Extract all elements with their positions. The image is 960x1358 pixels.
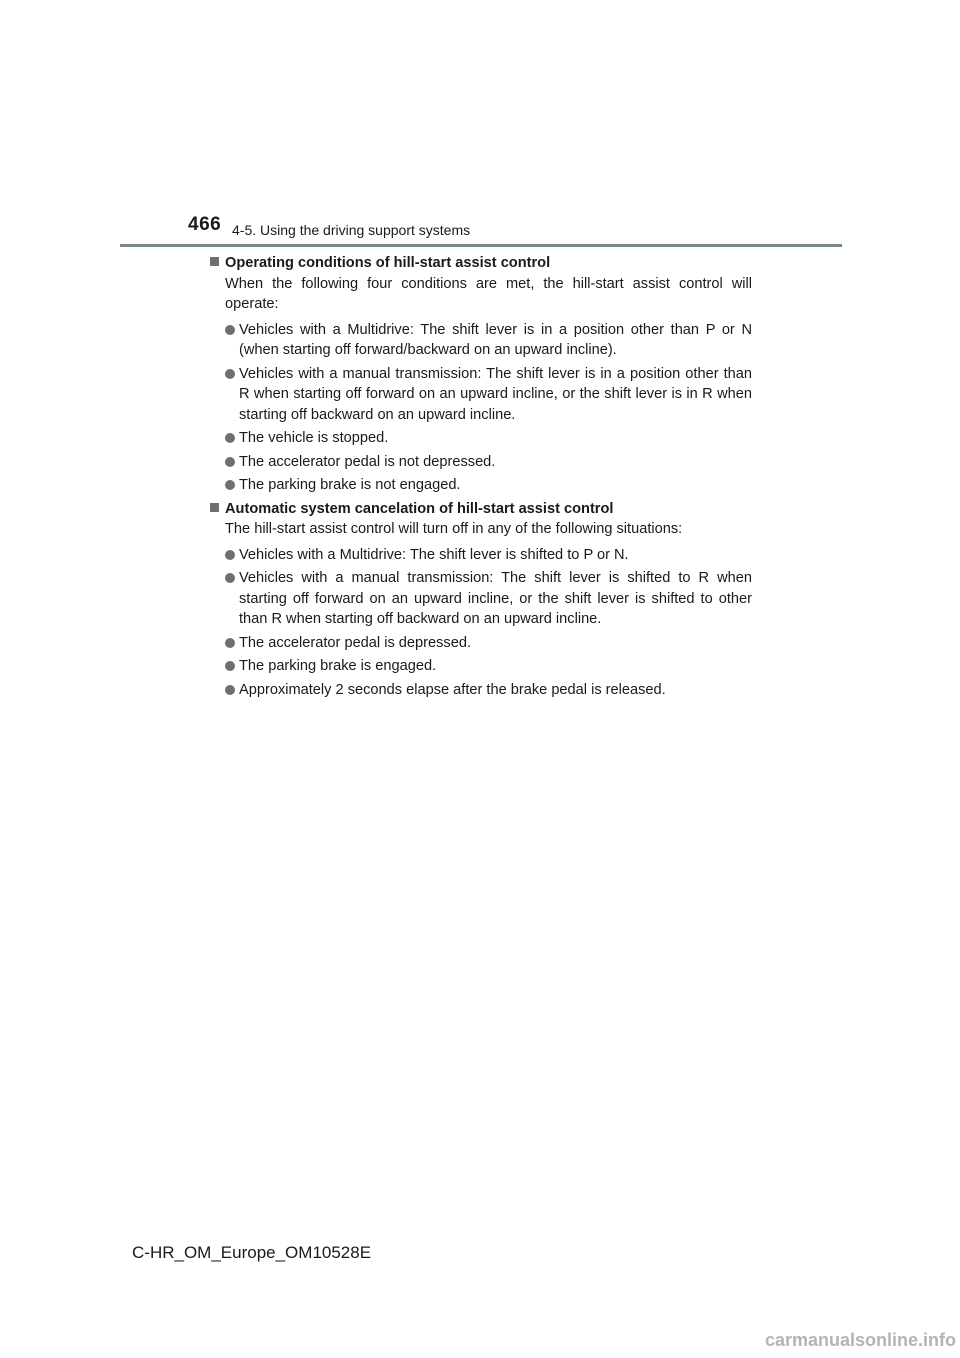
list-item [225,364,752,426]
list-item-text: Vehicles with a manual transmission: The shift lever is shifted to R when starting off forward on an upward incline, or the shift lever is shifted to other than R when starting off backward on an upward incline. [239,570,752,627]
list-item-text: Vehicles with a manual transmission: The shift lever is in a position other than R when starting off forward on an upward incline, or the shift lever is in R when starting off backward on an upward incline. [239,365,752,423]
list-item [225,475,752,496]
section-intro: The hill-start assist control will turn off in any of the following situations: [225,521,683,537]
section-operating-conditions [210,253,752,496]
list-item-text: The parking brake is not engaged. [239,477,461,493]
list-item-text: The vehicle is stopped. [239,430,389,446]
list-item [225,428,752,449]
circle-bullet-icon [225,480,235,490]
list-item [225,633,752,654]
section-automatic-cancelation [210,499,752,701]
section-heading [210,253,752,274]
circle-bullet-icon [225,325,235,335]
section-heading [210,499,752,520]
square-bullet-icon [210,503,219,512]
circle-bullet-icon [225,573,235,583]
circle-bullet-icon [225,433,235,443]
page-content [210,253,752,703]
heading-text: Operating conditions of hill-start assist control [225,255,551,271]
list-item [225,656,752,677]
list-item-text: The accelerator pedal is depressed. [239,634,472,651]
heading-text: Automatic system cancelation of hill-start assist control [225,500,614,517]
section-intro: When the following four conditions are met, the hill-start assist control will operate: [225,275,752,312]
circle-bullet-icon [225,457,235,467]
square-bullet-icon [210,257,219,266]
watermark: carmanualsonline.info [764,1330,956,1350]
list-item-text: Vehicles with a Multidrive: The shift lever is in a position other than P or N (when starting off forward/backward on an upward incline). [239,321,752,358]
list-item-text: The parking brake is engaged. [239,658,437,674]
list-item [225,680,752,701]
circle-bullet-icon [225,638,235,648]
page-number: 466 [188,214,222,235]
list-item [225,320,752,361]
section-title: 4-5. Using the driving support systems [232,222,471,238]
circle-bullet-icon [225,685,235,695]
list-item [225,452,752,473]
circle-bullet-icon [225,550,235,560]
header-rule [120,244,842,247]
list-item [225,568,752,630]
list-item-text: The accelerator pedal is not depressed. [239,453,496,470]
circle-bullet-icon [225,661,235,671]
list-item [225,545,752,566]
document-code: C-HR_OM_Europe_OM10528E [132,1243,372,1262]
circle-bullet-icon [225,369,235,379]
list-item-text: Approximately 2 seconds elapse after the brake pedal is released. [239,681,666,698]
list-item-text: Vehicles with a Multidrive: The shift lever is shifted to P or N. [239,546,629,563]
